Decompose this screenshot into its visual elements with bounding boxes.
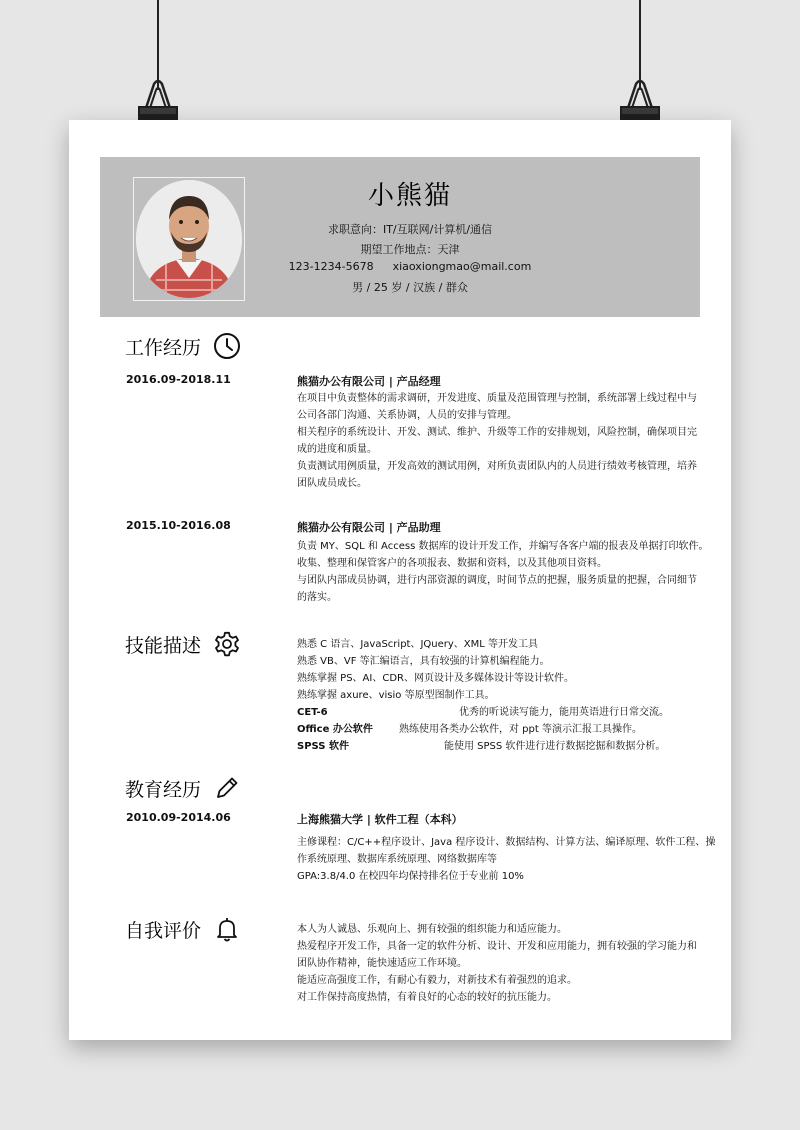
person-photo-icon [136, 180, 242, 298]
work-1-date: 2016.09-2018.11 [126, 373, 231, 386]
candidate-name: 小熊猫 [367, 181, 452, 211]
section-work-label: 工作经历 [125, 336, 202, 359]
self-line: 热爱程序开发工作，具备一定的软件分析、设计、开发和应用能力，拥有较强的学习能力和 [297, 941, 697, 952]
self-line: 本人为人诚恳、乐观向上、拥有较强的组织能力和适应能力。 [297, 924, 567, 935]
section-skills-label: 技能描述 [125, 634, 202, 657]
skills-description [297, 636, 677, 755]
edu-line: GPA:3.8/4.0 在校四年均保持排名位于专业前 10% [297, 871, 524, 882]
work-2-description [297, 538, 709, 606]
personal-line [250, 279, 570, 295]
job-intent-line [250, 221, 570, 237]
skill-row-office [297, 721, 677, 738]
desc-line: 成的进度和质量。 [297, 444, 377, 455]
bell-icon [213, 915, 241, 943]
desc-line: 团队成员成长。 [297, 478, 367, 489]
profile-header [100, 157, 700, 317]
separator: / [438, 281, 443, 294]
skill-desc: 熟练使用各类办公软件，对 ppt 等演示汇报工具操作。 [399, 724, 642, 735]
skill-name: SPSS 软件 [297, 741, 349, 752]
desc-line: 相关程序的系统设计、开发、测试、维护、升级等工作的安排规划，风险控制，确保项目完 [297, 427, 697, 438]
section-title-self-eval [125, 915, 241, 943]
location-label: 期望工作地点： [360, 243, 438, 256]
avatar-frame [133, 177, 245, 301]
skill-desc: 能使用 SPSS 软件进行进行数据挖掘和数据分析。 [444, 741, 666, 752]
section-title-skills [125, 630, 241, 658]
work-1-description [297, 390, 697, 492]
skill-row-cet6 [297, 704, 677, 721]
email[interactable]: xiaoxiongmao@mail.com [392, 260, 532, 273]
hanging-wire-left [157, 0, 159, 90]
education-date: 2010.09-2014.06 [126, 811, 231, 824]
skill-row-spss [297, 738, 677, 755]
skill-line: 熟悉 C 语言、JavaScript、JQuery、XML 等开发工具 [297, 639, 539, 650]
clock-icon [213, 332, 241, 360]
edu-line: 主修课程：C/C++程序设计、Java 程序设计、数据结构、计算方法、编译原理、软件工程、操 [297, 837, 716, 848]
desc-line: 的落实。 [297, 592, 337, 603]
political-status: 群众 [445, 281, 468, 294]
separator: / [405, 281, 410, 294]
education-description [297, 834, 716, 885]
skill-desc: 优秀的听说读写能力，能用英语进行日常交流。 [459, 707, 669, 718]
desc-line: 负责 MY、SQL 和 Access 数据库的设计开发工作，并编写各客户端的报表及单据打印软件。 [297, 541, 709, 552]
ethnicity: 汉族 [413, 281, 436, 294]
avatar [136, 180, 242, 298]
job-intent-label: 求职意向： [327, 223, 383, 236]
location-value: 天津 [437, 243, 460, 256]
pencil-icon [213, 774, 241, 802]
age: 25 岁 [373, 281, 403, 294]
section-title-education [125, 774, 241, 802]
resume-paper [69, 120, 731, 1040]
gender: 男 [352, 281, 364, 294]
self-line: 能适应高强度工作，有耐心有毅力，对新技术有着强烈的追求。 [297, 975, 577, 986]
phone: 123-1234-5678 [288, 260, 374, 273]
self-eval-description [297, 921, 697, 1006]
skill-name: Office 办公软件 [297, 724, 373, 735]
work-2-company: 熊猫办公有限公司 | 产品助理 [297, 521, 441, 534]
skill-name: CET-6 [297, 707, 328, 718]
contact-line [250, 260, 570, 273]
self-line: 团队协作精神，能快速适应工作环境。 [297, 958, 467, 969]
skill-line: 熟练掌握 PS、AI、CDR、网页设计及多媒体设计等设计软件。 [297, 673, 574, 684]
gear-icon [213, 630, 241, 658]
desc-line: 公司各部门沟通、关系协调，人员的安排与管理。 [297, 410, 517, 421]
section-title-work [125, 332, 241, 360]
desc-line: 收集、整理和保管客户的各项报表、数据和资料，以及其他项目资料。 [297, 558, 607, 569]
skill-line: 熟练掌握 axure、visio 等原型图制作工具。 [297, 690, 495, 701]
location-line [250, 241, 570, 257]
section-education-label: 教育经历 [125, 778, 202, 801]
desc-line: 负责测试用例质量，开发高效的测试用例，对所负责团队内的人员进行绩效考核管理，培养 [297, 461, 697, 472]
work-1-company: 熊猫办公有限公司 | 产品经理 [297, 375, 441, 388]
education-school: 上海熊猫大学 | 软件工程（本科） [297, 813, 463, 826]
skill-line: 熟悉 VB、VF 等汇编语言，具有较强的计算机编程能力。 [297, 656, 550, 667]
hanging-wire-right [639, 0, 641, 90]
section-self-label: 自我评价 [125, 919, 202, 942]
job-intent-value: IT/互联网/计算机/通信 [382, 223, 493, 236]
self-line: 对工作保持高度热情，有着良好的心态的较好的抗压能力。 [297, 992, 557, 1003]
desc-line: 在项目中负责整体的需求调研，开发进度、质量及范围管理与控制，系统部署上线过程中与 [297, 393, 697, 404]
work-2-date: 2015.10-2016.08 [126, 519, 231, 532]
separator: / [366, 281, 371, 294]
edu-line: 作系统原理、数据库系统原理、网络数据库等 [297, 854, 497, 865]
desc-line: 与团队内部成员协调，进行内部资源的调度，时间节点的把握，服务质量的把握，合同细节 [297, 575, 697, 586]
